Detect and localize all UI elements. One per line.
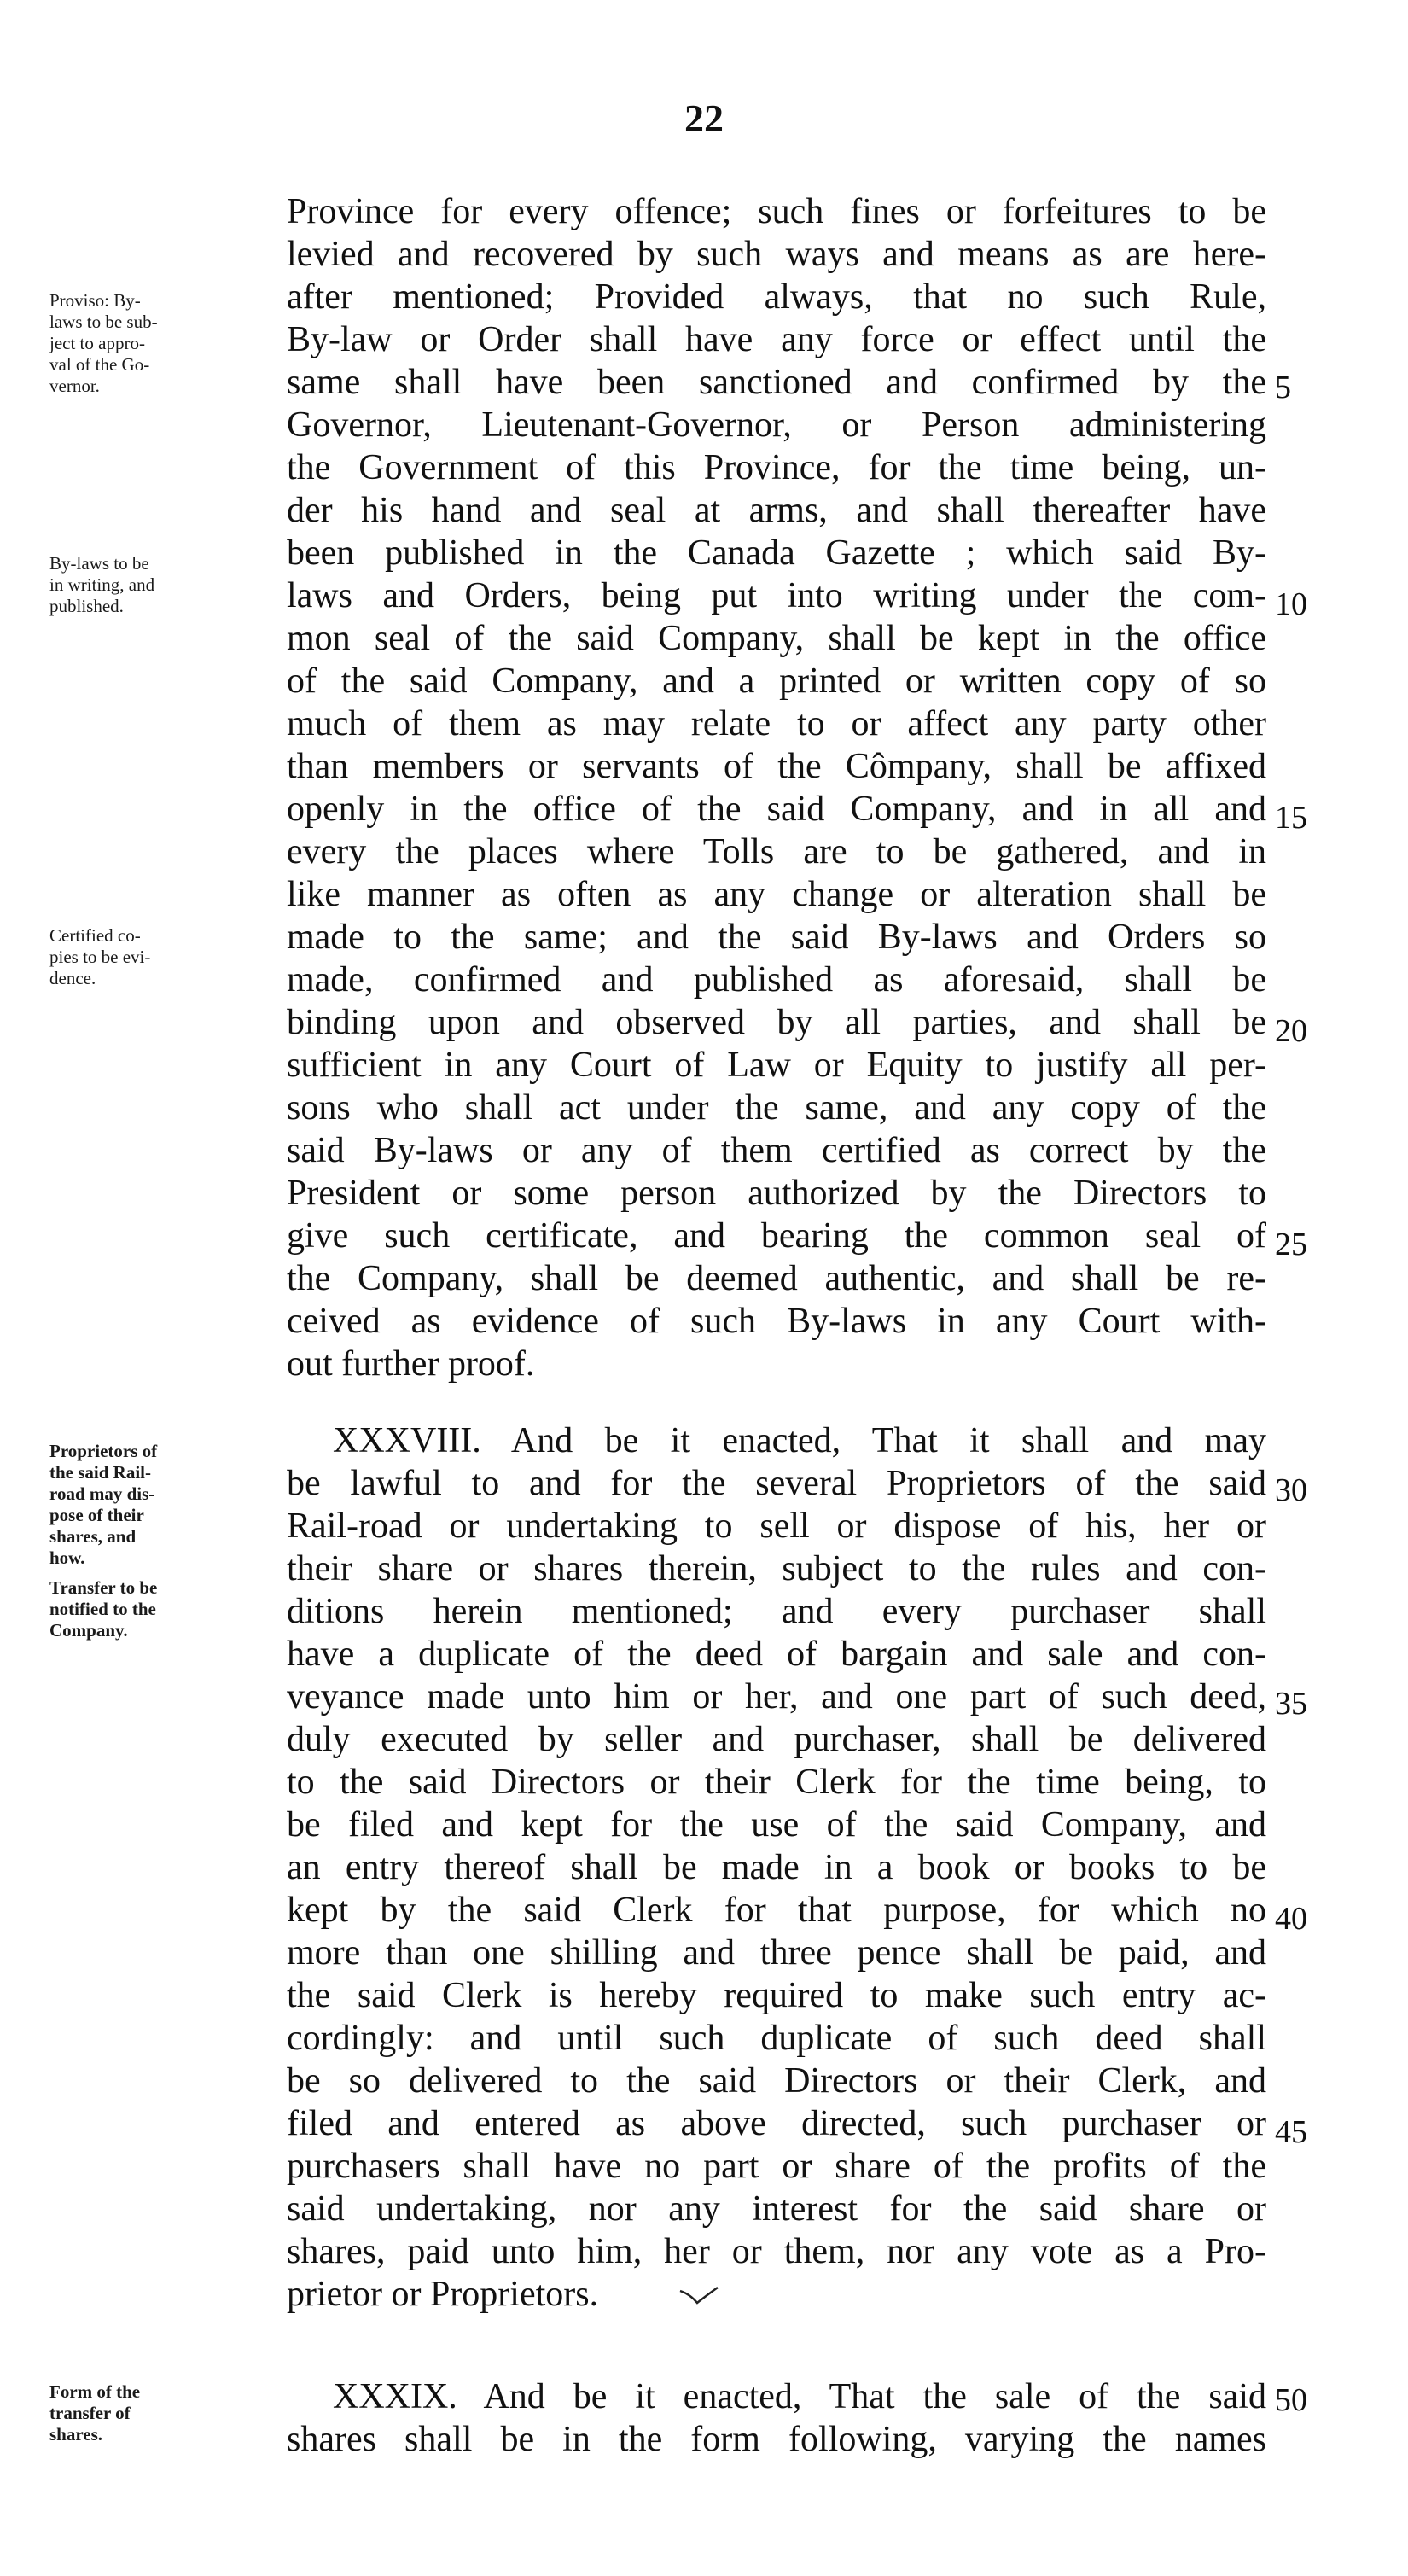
body-line: every the places where Tolls are to be gathered, and in	[287, 832, 1266, 871]
line-number: 50	[1275, 2382, 1307, 2418]
body-line: out further proof.	[287, 1344, 535, 1384]
body-line: President or some person authorized by the Directors to	[287, 1174, 1266, 1213]
body-line: to the said Directors or their Clerk for the time being, to	[287, 1763, 1266, 1802]
body-line: laws and Orders, being put into writing under the com-	[287, 576, 1266, 615]
body-line: their share or shares therein, subject to the rules and con-	[287, 1549, 1266, 1588]
margin-note: By-laws to be in writing, and published.	[49, 553, 155, 616]
body-line: be so delivered to the said Directors or their Clerk, and	[287, 2061, 1266, 2101]
body-line: sons who shall act under the same, and any copy of the	[287, 1088, 1266, 1128]
margin-note: Transfer to be notified to the Company.	[49, 1577, 158, 1641]
body-line: duly executed by seller and purchaser, shall be delivered	[287, 1720, 1266, 1759]
body-line: an entry thereof shall be made in a book or books to be	[287, 1848, 1266, 1887]
body-line: Province for every offence; such fines or forfeitures to be	[287, 192, 1266, 231]
line-number: 5	[1275, 370, 1291, 405]
line-number: 25	[1275, 1227, 1307, 1262]
body-line: have a duplicate of the deed of bargain and sale and con-	[287, 1635, 1266, 1674]
body-line: prietor or Proprietors.	[287, 2275, 599, 2314]
margin-note: Certified co- pies to be evi- dence.	[49, 925, 151, 988]
body-line: Governor, Lieutenant-Governor, or Person administering	[287, 405, 1266, 445]
body-line: said undertaking, nor any interest for the said share or	[287, 2189, 1266, 2229]
line-number: 20	[1275, 1013, 1307, 1049]
margin-note: Proviso: By- laws to be sub- ject to appro- val of the Go- vernor.	[49, 290, 158, 396]
line-number: 15	[1275, 800, 1307, 836]
line-number: 10	[1275, 586, 1307, 622]
body-line: the Company, shall be deemed authentic, and shall be re-	[287, 1259, 1266, 1298]
body-line: veyance made unto him or her, and one part of such deed,	[287, 1677, 1266, 1716]
body-line: been published in the Canada Gazette ; which said By-	[287, 533, 1266, 573]
line-number: 45	[1275, 2114, 1307, 2150]
body-line: By-law or Order shall have any force or effect until the	[287, 320, 1266, 359]
body-line: cordingly: and until such duplicate of such deed shall	[287, 2019, 1266, 2058]
body-line: more than one shilling and three pence shall be paid, and	[287, 1933, 1266, 1973]
body-line: be lawful to and for the several Proprietors of the said	[287, 1464, 1266, 1503]
body-line: purchasers shall have no part or share of the profits of the	[287, 2147, 1266, 2186]
body-line: mon seal of the said Company, shall be kept in the office	[287, 619, 1266, 658]
body-line: filed and entered as above directed, such purchaser or	[287, 2104, 1266, 2143]
body-line: der his hand and seal at arms, and shall thereafter have	[287, 491, 1266, 530]
body-line: openly in the office of the said Company, and in all and	[287, 790, 1266, 829]
body-line: ceived as evidence of such By-laws in any Court with-	[287, 1302, 1266, 1341]
body-line: made to the same; and the said By-laws and Orders so	[287, 918, 1266, 957]
body-line: the said Clerk is hereby required to make such entry ac-	[287, 1976, 1266, 2015]
body-line: of the said Company, and a printed or written copy of so	[287, 661, 1266, 701]
body-line: binding upon and observed by all parties, and shall be	[287, 1003, 1266, 1042]
body-line: said By-laws or any of them certified as correct by the	[287, 1131, 1266, 1170]
body-line: give such certificate, and bearing the common seal of	[287, 1216, 1266, 1256]
body-line: much of them as may relate to or affect any party other	[287, 704, 1266, 743]
body-line: sufficient in any Court of Law or Equity to justify all per-	[287, 1046, 1266, 1085]
body-line: the Government of this Province, for the time being, un-	[287, 448, 1266, 487]
body-line: levied and recovered by such ways and means as are here-	[287, 235, 1266, 274]
body-line: Rail-road or undertaking to sell or dispose of his, her or	[287, 1507, 1266, 1546]
section-heading-xxxix: XXXIX. And be it enacted, That the sale of the said	[333, 2377, 1266, 2416]
body-line: made, confirmed and published as aforesaid, shall be	[287, 960, 1266, 1000]
line-number: 30	[1275, 1472, 1307, 1508]
body-line: than members or servants of the Cômpany, shall be affixed	[287, 747, 1266, 786]
section-heading-xxxviii: XXXVIII. And be it enacted, That it shall and may	[333, 1421, 1266, 1460]
body-line: ditions herein mentioned; and every purchaser shall	[287, 1592, 1266, 1631]
body-line: shares shall be in the form following, varying the names	[287, 2420, 1266, 2459]
body-line: kept by the said Clerk for that purpose, for which no	[287, 1891, 1266, 1930]
body-line: like manner as often as any change or alteration shall be	[287, 875, 1266, 914]
margin-note: Form of the transfer of shares.	[49, 2381, 141, 2445]
body-line: shares, paid unto him, her or them, nor any vote as a Pro-	[287, 2232, 1266, 2271]
margin-note: Proprietors of the said Rail- road may dis- pose of their shares, and how.	[49, 1441, 158, 1568]
page-number: 22	[684, 96, 724, 140]
line-number: 35	[1275, 1686, 1307, 1722]
body-line: same shall have been sanctioned and confirmed by the	[287, 363, 1266, 402]
ink-flourish	[678, 2286, 719, 2306]
body-line: after mentioned; Provided always, that no such Rule,	[287, 277, 1266, 317]
line-number: 40	[1275, 1901, 1307, 1937]
body-line: be filed and kept for the use of the said Company, and	[287, 1805, 1266, 1845]
